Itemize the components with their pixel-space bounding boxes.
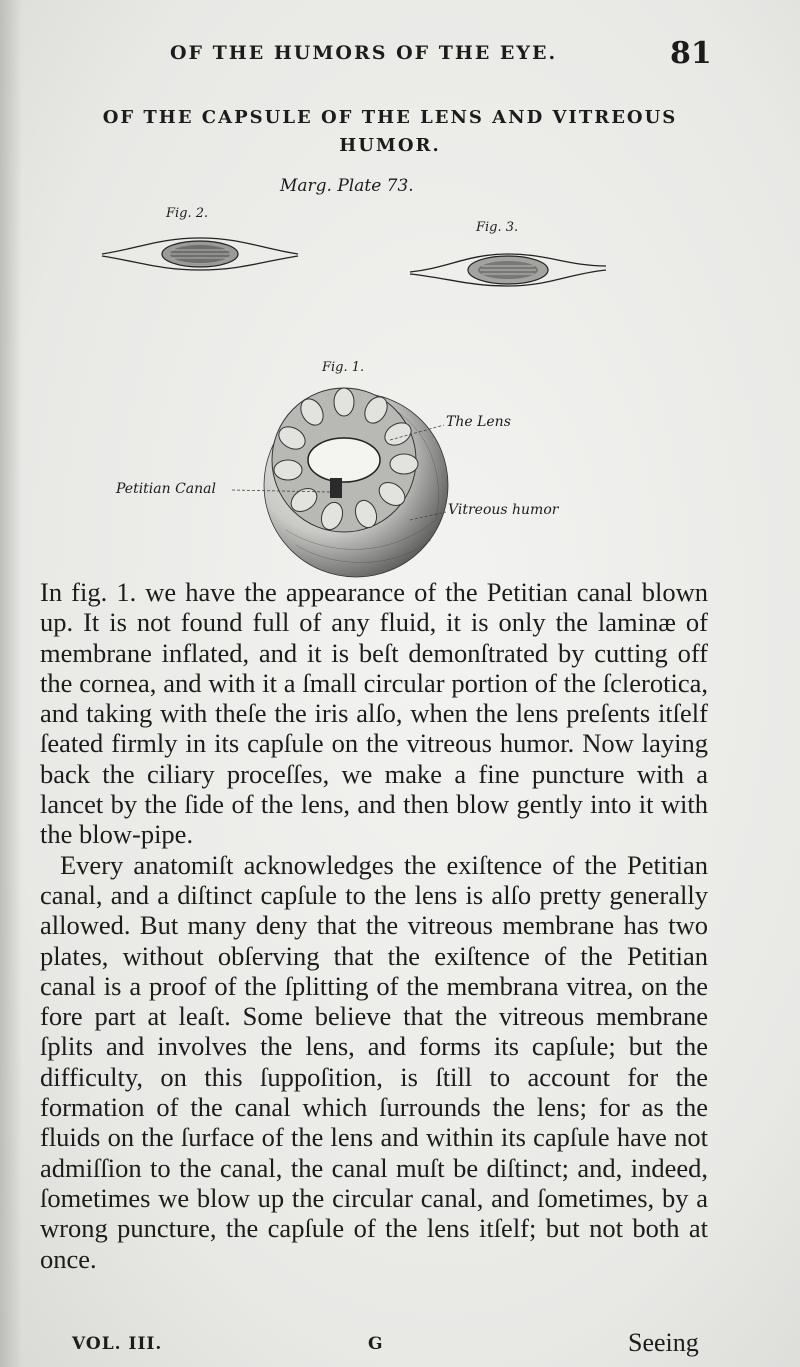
signature-mark: G	[368, 1334, 383, 1354]
catchword: Seeing	[628, 1328, 699, 1357]
paragraph-2: Every anatomiſt acknowledges the exiſtence of the Petitian canal, and a diſtinct capſule to the lens is alſo pretty generally allowed. But many deny that the vitreous membrane has two plates, without obſerving that the exiſtence of the Petitian canal is a proof of the ſplitting of the membrana vitrea, on the fore part at leaſt. Some believe that the vitreous membrane ſplits and involves the lens, and forms its capſule; but the difficulty, on this ſuppoſition, is ſtill to account for the formation of the canal which ſurrounds the lens; for as the fluids on the ſurface of the lens and within its capſule have not admiſſion to the canal, the canal muſt be diſtinct; and, indeed, ſometimes we blow up the circular canal, and ſometimes, by a wrong puncture, the capſule of the lens itſelf; but not both at once.	[40, 849, 708, 1274]
fig3-label: Fig. 3.	[476, 220, 519, 235]
volume-label: VOL. III.	[72, 1334, 163, 1354]
paragraph-1: In fig. 1. we have the appearance of the Petitian canal blown up. It is not found full of any fluid, it is only the laminæ of membrane inflated, and it is beſt demonſtrated by cutting off the cornea, and with it a ſmall circular portion of the ſclerotica, and taking with theſe the iris alſo, when the lens preſents itſelf ſeated firmly in its capſule on the vitreous humor. Now laying back the ciliary proceſſes, we make a fine puncture with a lancet by the ſide of the lens, and then blow gently into it with the blow-pipe.	[40, 577, 708, 850]
page-number: 81	[670, 36, 712, 71]
running-title: OF THE HUMORS OF THE EYE.	[170, 42, 558, 64]
plate-caption: Marg. Plate 73.	[280, 176, 414, 196]
annotation-leader-lines	[0, 0, 800, 600]
fig2-label: Fig. 2.	[166, 206, 209, 221]
body-text	[40, 577, 708, 1274]
section-title-line1: OF THE CAPSULE OF THE LENS AND VITREOUS	[102, 107, 678, 128]
section-title-line2: HUMOR.	[339, 135, 441, 156]
annotation-petitian-canal: Petitian Canal	[116, 481, 216, 497]
fig1-label: Fig. 1.	[322, 360, 365, 375]
page-footer	[0, 1328, 800, 1364]
annotation-lens: The Lens	[446, 414, 511, 430]
annotation-vitreous-humor: Vitreous humor	[448, 502, 559, 518]
